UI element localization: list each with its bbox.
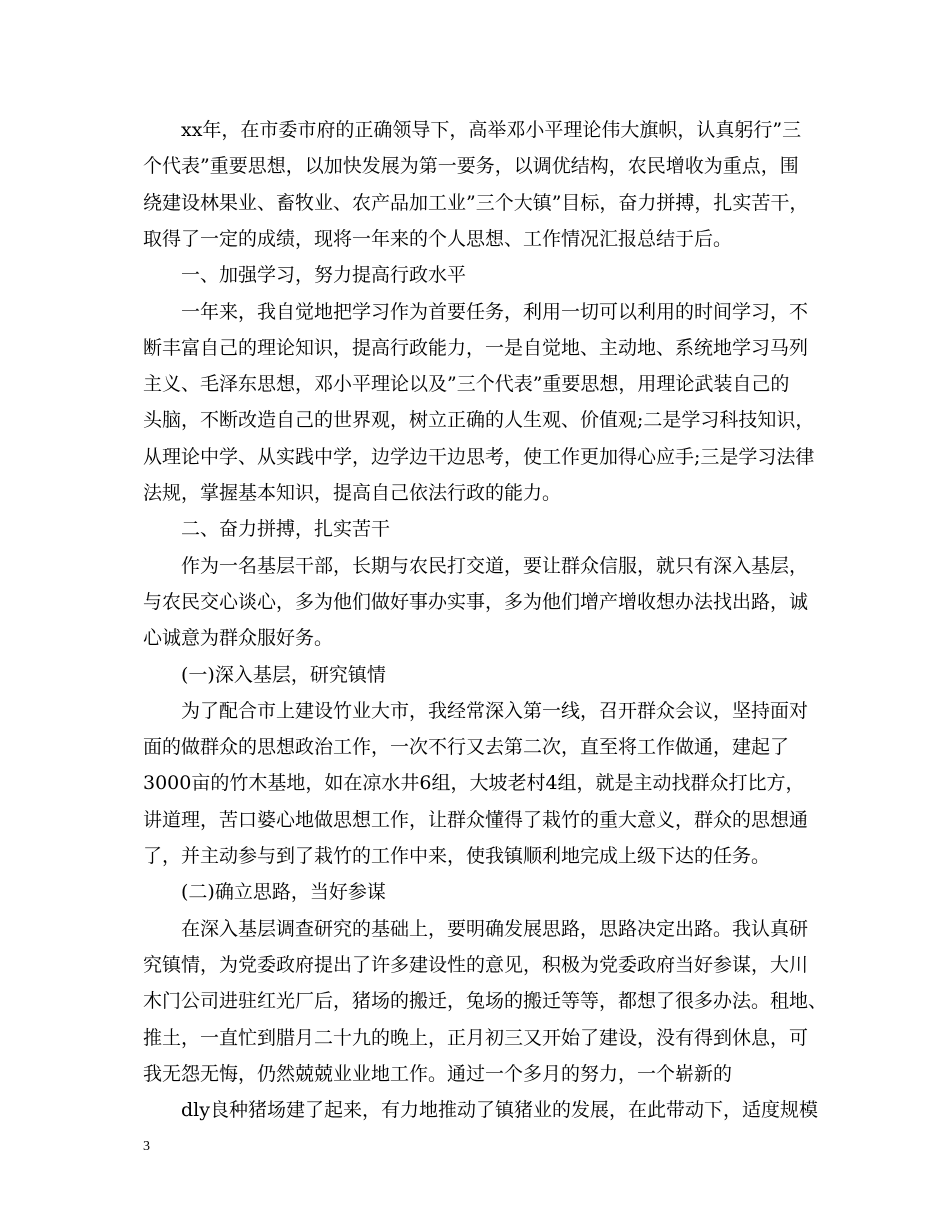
text-line: 个代表”重要思想，以加快发展为第一要务，以调优结构，农民增收为重点，围 (143, 155, 799, 178)
text-line: xx年，在市委市府的正确领导下，高举邓小平理论伟大旗帜，认真躬行”三 (181, 119, 802, 141)
text-line: 讲道理，苦口婆心地做思想工作，让群众懂得了栽竹的重大意义，群众的思想通 (143, 808, 809, 831)
text-line: 断丰富自己的理论知识，提高行政能力，一是自觉地、主动地、系统地学习马列 (143, 336, 809, 359)
text-line: 心诚意为群众服好务。 (143, 627, 334, 650)
text-line: 面的做群众的思想政治工作，一次不行又去第二次，直至将工作做通，建起了 (143, 736, 790, 759)
text-line: 我无怨无悔，仍然兢兢业业地工作。通过一个多月的努力，一个崭新的 (143, 1062, 733, 1085)
text-line: dly良种猪场建了起来，有力地推动了镇猪业的发展，在此带动下，适度规模 (181, 1099, 818, 1122)
text-line: 为了配合市上建设竹业大市，我经常深入第一线，召开群众会议，坚持面对 (181, 699, 809, 722)
text-line: 了，并主动参与到了栽竹的工作中来，使我镇顺利地完成上级下达的任务。 (143, 845, 771, 867)
text-line: (一)深入基层，研究镇情 (181, 663, 386, 686)
page-number: 3 (143, 1139, 150, 1154)
text-line: 取得了一定的成绩，现将一年来的个人思想、工作情况汇报总结于后。 (143, 227, 733, 250)
text-line: 一、加强学习，努力提高行政水平 (181, 264, 467, 287)
text-line: (二)确立思路，当好参谋 (181, 881, 386, 904)
text-line: 主义、毛泽东思想，邓小平理论以及”三个代表”重要思想，用理论武装自己的 (143, 373, 790, 396)
text-line: 二、奋力拼搏，扎实苦干 (181, 518, 391, 541)
text-line: 从理论中学、从实践中学，边学边干边思考，使工作更加得心应手;三是学习法律 (143, 445, 815, 468)
text-line: 3000亩的竹木基地，如在凉水井6组，大坡老村4组，就是主动找群众打比方， (143, 772, 805, 795)
text-line: 一年来，我自觉地把学习作为首要任务，利用一切可以利用的时间学习，不 (181, 300, 809, 323)
text-line: 作为一名基层干部，长期与农民打交道，要让群众信服，就只有深入基层， (181, 554, 809, 577)
text-line: 绕建设林果业、畜牧业、农产品加工业”三个大镇”目标，奋力拼搏，扎实苦干， (143, 191, 809, 214)
text-line: 究镇情，为党委政府提出了许多建设性的意见，积极为党委政府当好参谋，大川 (143, 953, 809, 976)
text-line: 头脑，不断改造自己的世界观，树立正确的人生观、价值观;二是学习科技知识， (143, 409, 815, 432)
text-line: 木门公司进驻红光厂后，猪场的搬迁，兔场的搬迁等等，都想了很多办法。租地、 (143, 990, 828, 1013)
text-line: 推土，一直忙到腊月二十九的晚上，正月初三又开始了建设，没有得到休息，可 (143, 1026, 809, 1049)
text-line: 在深入基层调查研究的基础上，要明确发展思路，思路决定出路。我认真研 (181, 917, 809, 940)
text-line: 法规，掌握基本知识，提高自己依法行政的能力。 (143, 482, 562, 504)
text-line: 与农民交心谈心，多为他们做好事办实事，多为他们增产增收想办法找出路，诚 (143, 590, 809, 613)
